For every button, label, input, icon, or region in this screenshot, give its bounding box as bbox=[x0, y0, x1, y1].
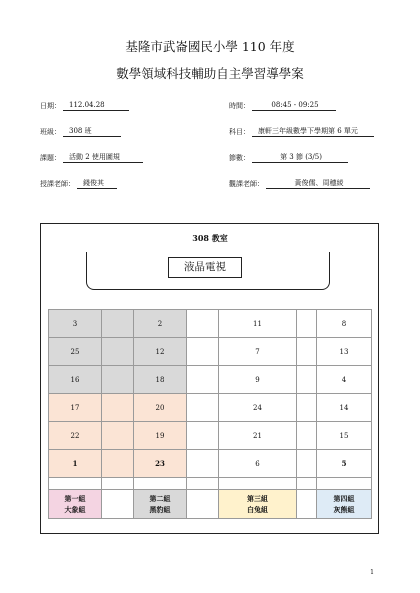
seat-cell: 16 bbox=[49, 366, 102, 394]
spacer-cell bbox=[219, 478, 297, 490]
spacer-cell bbox=[102, 478, 134, 490]
aisle-cell bbox=[297, 422, 317, 450]
class-field bbox=[40, 127, 121, 137]
seat-cell: 25 bbox=[49, 338, 102, 366]
class-label: 班級： bbox=[40, 128, 61, 136]
seat-cell: 12 bbox=[134, 338, 187, 366]
seat-cell: 18 bbox=[134, 366, 187, 394]
group-number: 第二組 bbox=[149, 494, 171, 503]
seat-row bbox=[49, 338, 372, 366]
seat-row bbox=[49, 310, 372, 338]
date-field bbox=[40, 101, 129, 111]
seat-row bbox=[49, 394, 372, 422]
title-line2: 數學領域科技輔助自主學習導學案 bbox=[116, 66, 304, 81]
seat-cell: 19 bbox=[134, 422, 187, 450]
aisle-cell bbox=[102, 490, 134, 519]
aisle-cell bbox=[297, 338, 317, 366]
seat-cell: 5 bbox=[317, 450, 372, 478]
spacer-cell bbox=[297, 478, 317, 490]
group-label-4 bbox=[317, 490, 372, 519]
teacher-field bbox=[40, 179, 117, 189]
topic-value: 活動 2 使用圖規 bbox=[63, 153, 143, 163]
seat-cell: 8 bbox=[317, 310, 372, 338]
time-value: 08:45 - 09:25 bbox=[252, 101, 336, 111]
period-field bbox=[229, 153, 348, 163]
aisle-cell bbox=[297, 490, 317, 519]
aisle-cell bbox=[187, 450, 219, 478]
teacher-label: 授課老師： bbox=[40, 180, 75, 188]
seat-cell: 1 bbox=[49, 450, 102, 478]
aisle-cell bbox=[297, 394, 317, 422]
observers-value: 黃俊儒、周穗綾 bbox=[266, 179, 370, 189]
aisle-cell bbox=[187, 422, 219, 450]
aisle-cell bbox=[102, 310, 134, 338]
seat-cell: 24 bbox=[219, 394, 297, 422]
seat-cell: 3 bbox=[49, 310, 102, 338]
seat-row bbox=[49, 422, 372, 450]
aisle-cell bbox=[297, 450, 317, 478]
seating-chart bbox=[48, 309, 372, 519]
aisle-cell bbox=[102, 394, 134, 422]
seat-row bbox=[49, 450, 372, 478]
seat-cell: 22 bbox=[49, 422, 102, 450]
group-name: 大象組 bbox=[64, 505, 86, 514]
group-label-1 bbox=[49, 490, 102, 519]
classroom-title: 308 教室 bbox=[192, 233, 228, 243]
title-line1: 基隆市武崙國民小學 110 年度 bbox=[125, 39, 295, 54]
seat-cell: 20 bbox=[134, 394, 187, 422]
group-number: 第一組 bbox=[64, 494, 86, 503]
spacer-cell bbox=[317, 478, 372, 490]
spacer-cell bbox=[187, 478, 219, 490]
spacer-cell bbox=[49, 478, 102, 490]
spacer-cell bbox=[134, 478, 187, 490]
seat-cell: 9 bbox=[219, 366, 297, 394]
tv-box: 液晶電視 bbox=[168, 257, 242, 278]
time-field bbox=[229, 101, 336, 111]
period-value: 第 3 節 (3/5) bbox=[252, 153, 348, 163]
teacher-value: 錢俊其 bbox=[77, 179, 117, 189]
aisle-cell bbox=[187, 394, 219, 422]
time-label: 時間： bbox=[229, 102, 250, 110]
aisle-cell bbox=[102, 450, 134, 478]
subject-value: 康軒三年級數學下學期第 6 單元 bbox=[252, 127, 374, 137]
group-number: 第四組 bbox=[333, 494, 355, 503]
seat-cell: 21 bbox=[219, 422, 297, 450]
page-number: 1 bbox=[370, 569, 374, 576]
aisle-cell bbox=[187, 366, 219, 394]
subject-field bbox=[229, 127, 374, 137]
group-label-3 bbox=[219, 490, 297, 519]
period-label: 節數： bbox=[229, 154, 250, 162]
group-number: 第三組 bbox=[247, 494, 268, 503]
date-value: 112.04.28 bbox=[63, 101, 129, 111]
seat-cell: 17 bbox=[49, 394, 102, 422]
group-label-row bbox=[49, 490, 372, 519]
group-name: 白兔組 bbox=[247, 505, 268, 514]
aisle-cell bbox=[187, 490, 219, 519]
topic-label: 課題： bbox=[40, 154, 61, 162]
class-value: 308 班 bbox=[63, 127, 121, 137]
observers-label: 觀課老師： bbox=[229, 180, 264, 188]
aisle-cell bbox=[102, 422, 134, 450]
group-label-2 bbox=[134, 490, 187, 519]
aisle-cell bbox=[297, 310, 317, 338]
date-label: 日期： bbox=[40, 102, 61, 110]
seat-cell: 23 bbox=[134, 450, 187, 478]
seat-cell: 2 bbox=[134, 310, 187, 338]
group-name: 黑豹組 bbox=[149, 505, 171, 514]
seat-cell: 7 bbox=[219, 338, 297, 366]
seat-row bbox=[49, 366, 372, 394]
aisle-cell bbox=[297, 366, 317, 394]
subject-label: 科目： bbox=[229, 128, 250, 136]
aisle-cell bbox=[102, 338, 134, 366]
aisle-cell bbox=[187, 310, 219, 338]
seat-cell: 13 bbox=[317, 338, 372, 366]
aisle-cell bbox=[102, 366, 134, 394]
seat-cell: 11 bbox=[219, 310, 297, 338]
seat-cell: 14 bbox=[317, 394, 372, 422]
seat-cell: 15 bbox=[317, 422, 372, 450]
spacer-row bbox=[49, 478, 372, 490]
aisle-cell bbox=[187, 338, 219, 366]
seat-cell: 4 bbox=[317, 366, 372, 394]
observers-field bbox=[229, 179, 370, 189]
topic-field bbox=[40, 153, 143, 163]
seat-cell: 6 bbox=[219, 450, 297, 478]
group-name: 灰熊組 bbox=[333, 505, 355, 514]
